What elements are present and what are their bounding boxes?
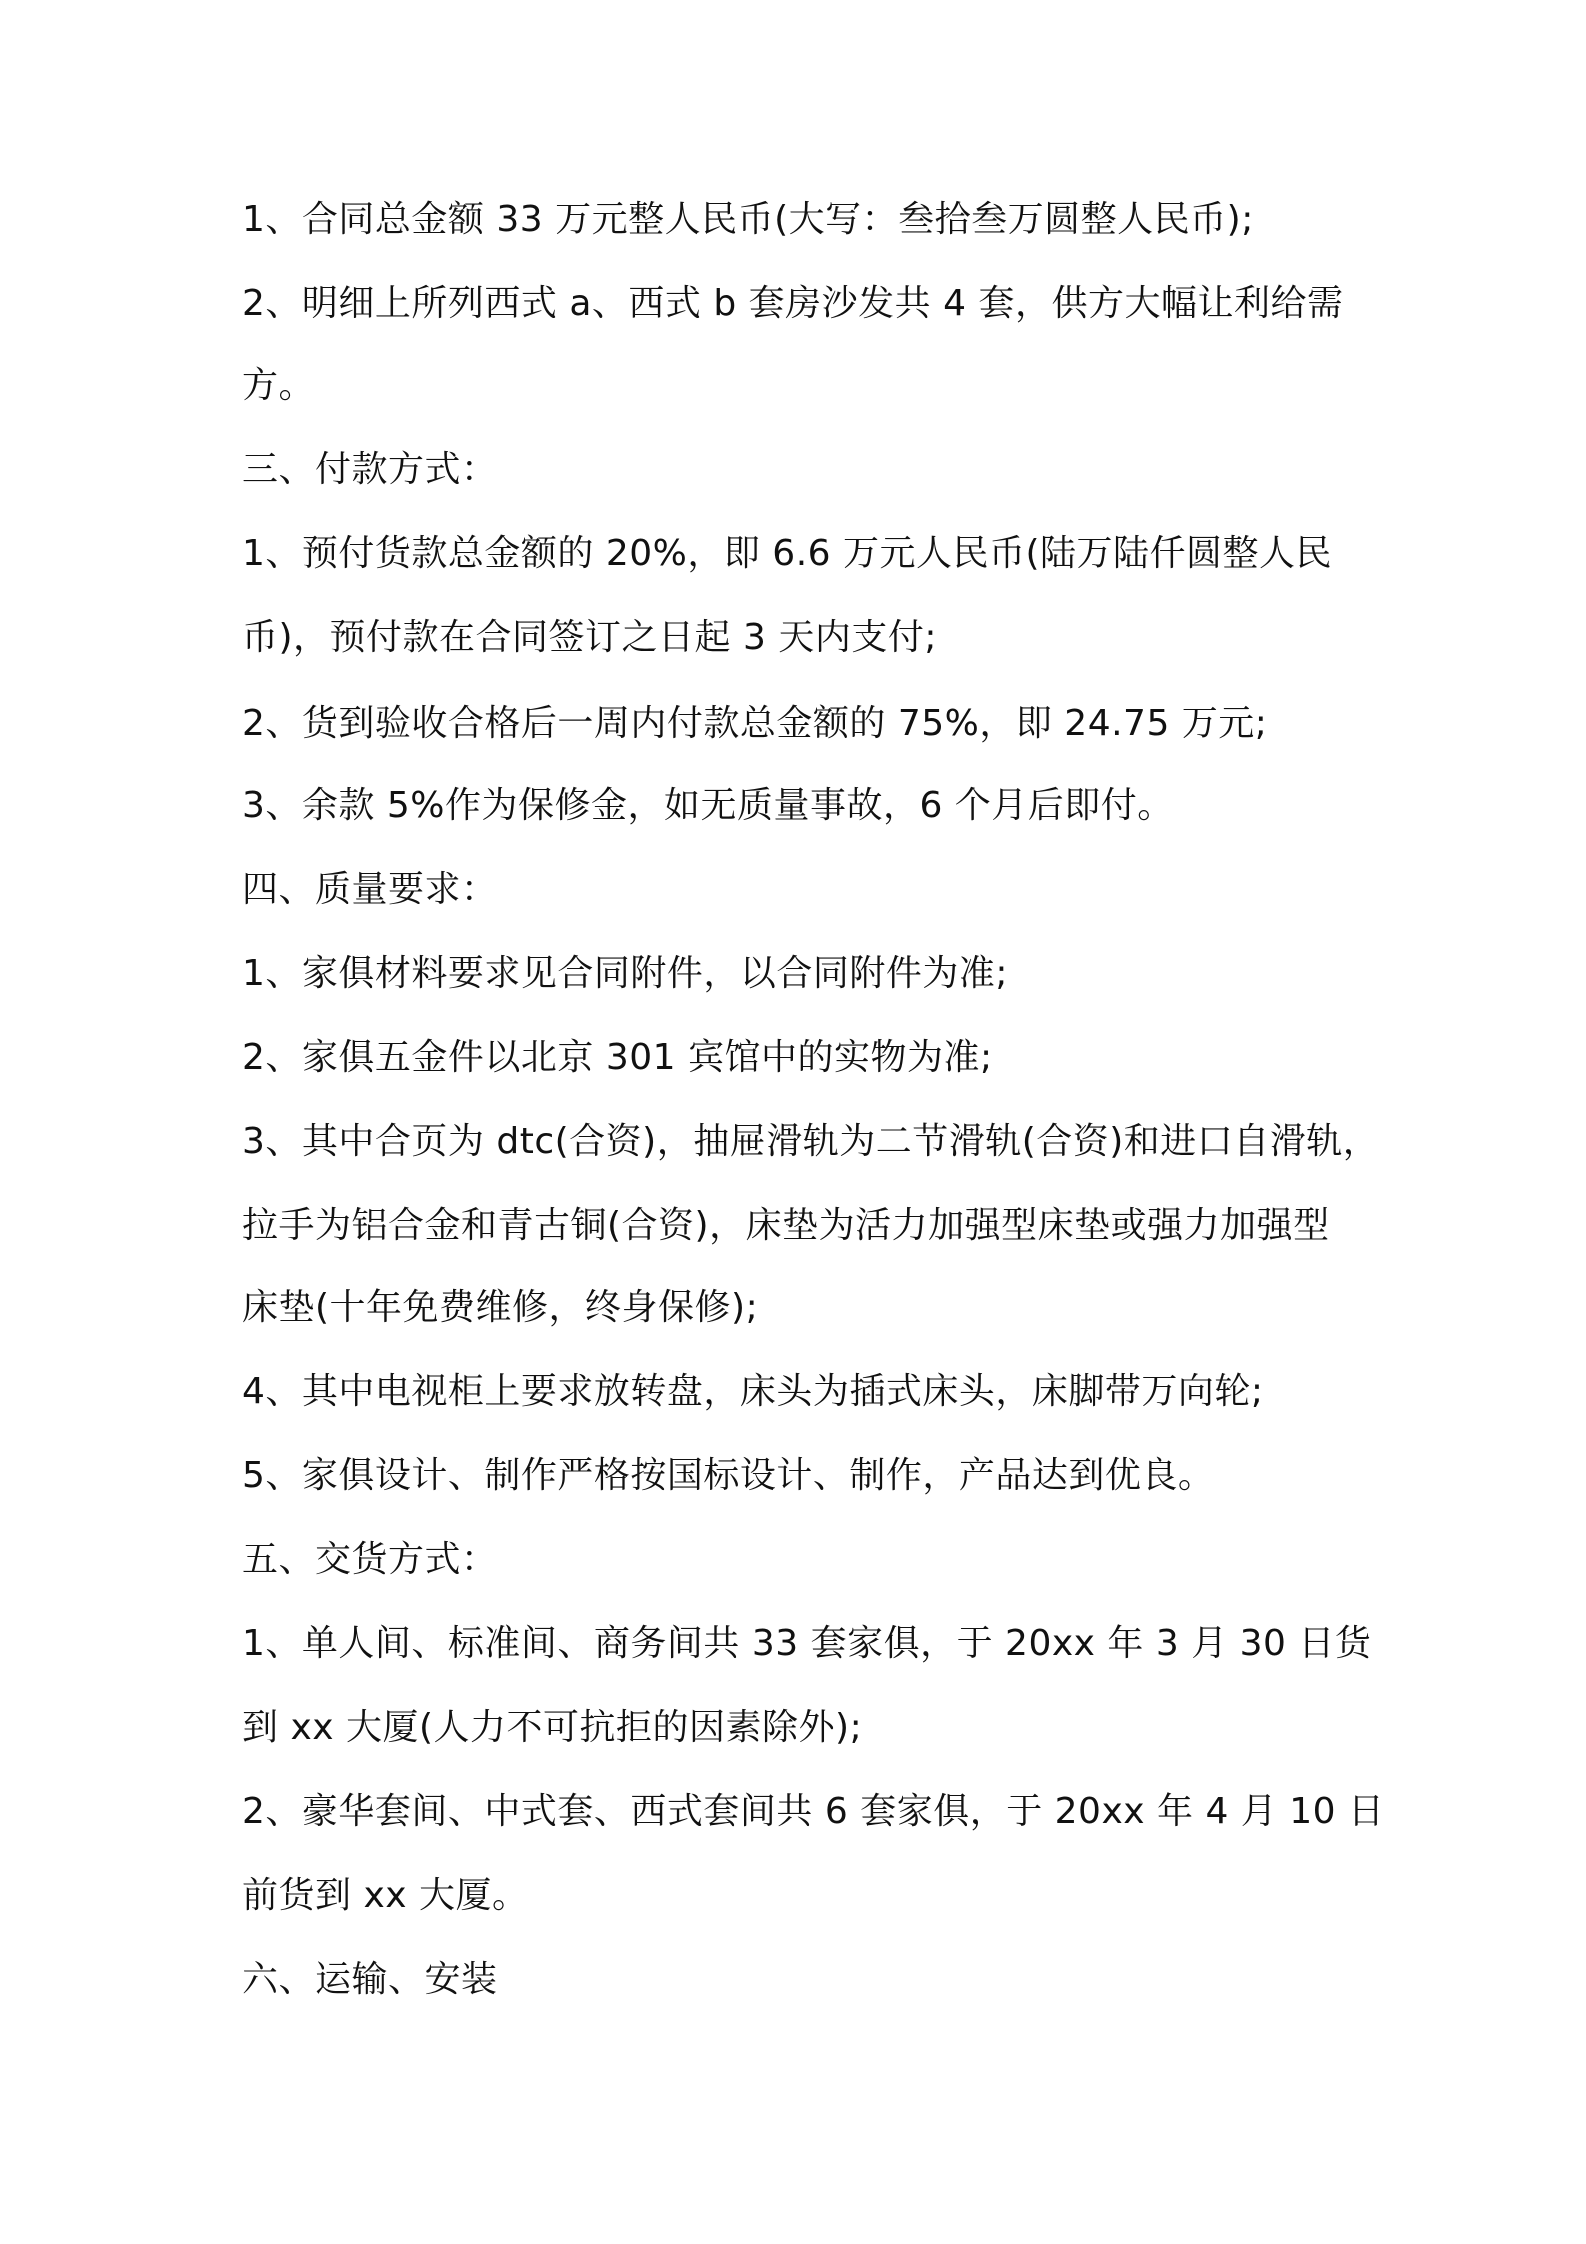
clause-materials: 1、家俱材料要求见合同附件，以合同附件为准; xyxy=(242,953,1009,994)
clause-total-amount: 1、合同总金额 33 万元整人民币(大写：叁拾叁万圆整人民币); xyxy=(242,199,1254,240)
clause-components-cont-1: 拉手为铝合金和青古铜(合资)，床垫为活力加强型床垫或强力加强型 xyxy=(242,1205,1330,1246)
clause-prepayment-cont: 币)，预付款在合同签订之日起 3 天内支付; xyxy=(242,617,937,658)
clause-sofa-discount: 2、明细上所列西式 a、西式 b 套房沙发共 4 套，供方大幅让利给需 xyxy=(242,283,1344,324)
clause-hardware: 2、家俱五金件以北京 301 宾馆中的实物为准; xyxy=(242,1037,993,1078)
clause-sofa-discount-cont: 方。 xyxy=(242,365,316,406)
clause-delivery-suites-cont: 前货到 xx 大厦。 xyxy=(242,1875,529,1916)
section-heading-delivery: 五、交货方式： xyxy=(242,1539,498,1580)
clause-components: 3、其中合页为 dtc(合资)，抽屉滑轨为二节滑轨(合资)和进口自滑轨， xyxy=(242,1121,1380,1162)
clause-delivery-payment: 2、货到验收合格后一周内付款总金额的 75%，即 24.75 万元; xyxy=(242,703,1268,744)
clause-design-standard: 5、家俱设计、制作严格按国标设计、制作，产品达到优良。 xyxy=(242,1455,1215,1496)
section-heading-transport: 六、运输、安装 xyxy=(242,1959,498,2000)
clause-tv-cabinet: 4、其中电视柜上要求放转盘，床头为插式床头，床脚带万向轮; xyxy=(242,1371,1264,1412)
clause-delivery-rooms: 1、单人间、标准间、商务间共 33 套家俱，于 20xx 年 3 月 30 日货 xyxy=(242,1623,1372,1664)
clause-components-cont-2: 床垫(十年免费维修，终身保修); xyxy=(242,1287,759,1328)
clause-prepayment: 1、预付货款总金额的 20%，即 6.6 万元人民币(陆万陆仟圆整人民 xyxy=(242,533,1333,574)
clause-delivery-suites: 2、豪华套间、中式套、西式套间共 6 套家俱，于 20xx 年 4 月 10 日 xyxy=(242,1791,1385,1832)
clause-delivery-rooms-cont: 到 xx 大厦(人力不可抗拒的因素除外); xyxy=(242,1707,863,1748)
section-heading-payment: 三、付款方式： xyxy=(242,449,498,490)
clause-warranty-balance: 3、余款 5%作为保修金，如无质量事故，6 个月后即付。 xyxy=(242,785,1174,826)
section-heading-quality: 四、质量要求： xyxy=(242,869,498,910)
